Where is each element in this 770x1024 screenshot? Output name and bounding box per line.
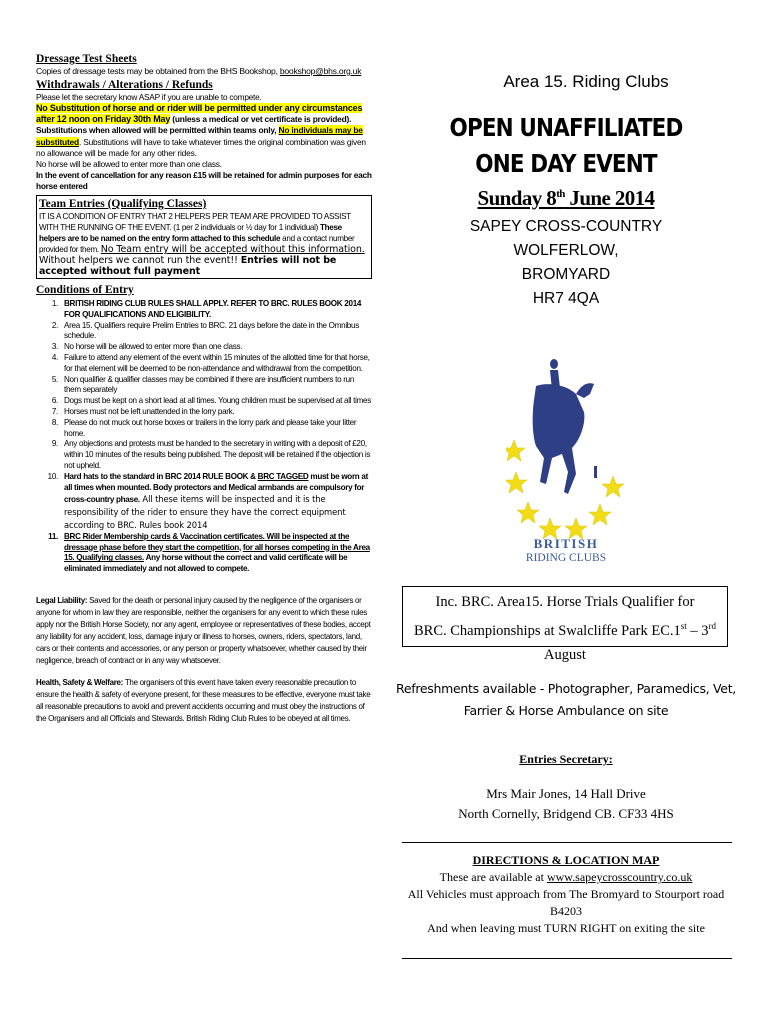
no-individuals-highlight: No individuals may be substituted [36, 125, 363, 147]
entries-secretary-address: Mrs Mair Jones, 14 Hall Drive North Cornelly, Bridgend CB. CF33 4HS [458, 786, 674, 821]
left-column [36, 52, 372, 725]
health-safety: Health, Safety & Welfare: The organisers of this event have taken every reasonable precaution to ensure the health & safety of everyone present, for these measures to be effective, everyone must take all reasonable precautions to avoid and prevent accidents occurring and must obey the instructions of the Organisers and all Officials and Stewards. British Riding Club Rules to be obeyed at all times. [36, 677, 371, 723]
conditions-list [36, 299, 372, 575]
right-column [396, 64, 736, 935]
no-horse-more-note: No horse will be allowed to enter more than one class. [36, 159, 222, 170]
team-text: IT IS A CONDITION OF ENTRY THAT 2 HELPERS PER TEAM ARE PROVIDED TO ASSIST WITH THE RUNNING OF THE EVENT. (1 per 2 individuals or ½ day for 1 individual) These helpers are to be named on the entry form attached to this schedule and a contact number provided for them. No Team entry will be accepted without this information. Without helpers we cannot run the event!! Entries will not be accepted without full payment [39, 212, 365, 278]
list-item: 2. Area 15. Qualifiers require Prelim Entries to BRC. 21 days before the date in the Omnibus schedule. [51, 320, 359, 341]
cancellation-note: In the event of cancellation for any reason £15 will be retained for admin purposes for each horse entered [36, 170, 372, 192]
logo-text-british: BRITISH [533, 536, 599, 551]
entries-secretary-heading: Entries Secretary: [519, 752, 613, 766]
directions-heading: DIRECTIONS & LOCATION MAP [472, 853, 660, 867]
dressage-heading: Dressage Test Sheets [36, 53, 137, 65]
list-item: 11. BRC Rider Membership cards & Vaccination certificates. Will be inspected at the dressage phase before they start the competition, for all horses competing in the Area 15. Qualifying classes. Any horse without the correct and valid certificate will be eliminated immediately and not allowed to compete. [48, 531, 370, 574]
directions-block: DIRECTIONS & LOCATION MAP These are available at www.sapeycrosscountry.co.uk All Vehicles must approach from The Bromyard to Stourport road B4203 And when leaving must TURN RIGHT on exiting the site [396, 852, 736, 937]
list-item: 7. Horses must not be left unattended in the lorry park. [51, 406, 235, 416]
team-entries-box [36, 195, 372, 279]
list-item: 10. Hard hats to the standard in BRC 2014 RULE BOOK & BRC TAGGED must be worn at all times when mounted. Body protectors and Medical armbands are compulsory for cross-country phase. All these items will be inspected and it is the responsibility of the rider to ensure they have the correct equipment according to BRC. Rules book 2014 [47, 471, 368, 530]
list-item: 9. Any objections and protests must be handed to the secretary in writing with a deposit of £20, within 10 minutes of the results being published. The deposit will be retained if the objection is not upheld. [51, 439, 371, 470]
conditions-heading: Conditions of Entry [36, 284, 134, 297]
area-title: Area 15. Riding Clubs [503, 72, 669, 91]
dressage-text: Copies of dressage tests may be obtained from the BHS Bookshop, bookshop@bhs.org.uk [36, 66, 362, 76]
withdrawals-heading: Withdrawals / Alterations / Refunds [36, 79, 213, 91]
event-title-line1: OPEN UNAFFILIATED [449, 113, 683, 142]
withdrawals-note: Please let the secretary know ASAP if you are unable to compete. [36, 92, 262, 102]
refreshments-note: Refreshments available - Photographer, Paramedics, Vet, Farrier & Horse Ambulance on site [396, 681, 736, 718]
legal-liability: Legal Liability: Saved for the death or personal injury caused by the negligence of the organisers or anyone for whom in law they are responsible, neither the organisers for any event to which these rules apply nor the British Horse Society, nor any agent, employee or representatives of these bodies, accept any liability for any accident, loss, damage injury or illness to horses, owners, riders, spectators, land, cars or their contents and accessories, or any person or property whatsoever, whether caused by their negligence, breach of contract or in any way whatsoever. [36, 595, 371, 665]
list-item: 3. No horse will be allowed to enter more than one class. [51, 342, 243, 352]
list-item: 1. BRITISH RIDING CLUB RULES SHALL APPLY. REFER TO BRC. RULES BOOK 2014 FOR QUALIFICATIONS AND ELIGIBILITY. [51, 299, 362, 319]
team-heading: Team Entries (Qualifying Classes) [39, 198, 207, 211]
list-item: 8. Please do not muck out horse boxes or trailers in the lorry park and please take your litter home. [51, 417, 357, 438]
list-item: 4. Failure to attend any element of the event within 15 minutes of the allotted time for that horse, for that element will be deemed to be non-attendance and withdrawal from the competition. [51, 353, 370, 373]
divider [402, 842, 732, 843]
qualifier-box: Inc. BRC. Area15. Horse Trials Qualifier for BRC. Championships at Swalcliffe Park EC.1st – 3rd August [402, 586, 728, 647]
british-riding-clubs-logo [506, 354, 626, 564]
event-date: Sunday 8th June 2014 [477, 186, 655, 210]
logo-text-riding-clubs: RIDING CLUBS [525, 552, 607, 564]
venue-address: SAPEY CROSS-COUNTRY WOLFERLOW, BROMYARD HR7 4QA [469, 218, 663, 307]
list-item: 6. Dogs must be kept on a short lead at all times. Young children must be supervised at all times [51, 396, 371, 406]
event-title-line2: ONE DAY EVENT [475, 149, 657, 178]
horse-rider-emblem [506, 354, 626, 544]
website-link[interactable]: www.sapeycrosscountry.co.uk [546, 870, 693, 884]
substitution-block: No Substitution of horse and or rider will be permitted under any circumstances after 12 noon on Friday 30th May (unless a medical or vet certificate is provided). Substitutions when allowed will be permitted within teams only, No individuals may be substituted. Substitutions will have to take whatever times the original combination was given no allowance will be made for any other rides. [36, 103, 366, 158]
bookshop-email-link[interactable]: bookshop@bhs.org.uk [279, 66, 362, 76]
list-item: 5. Non qualifier & qualifier classes may be combined if there are insufficient numbers to run them separately [51, 374, 355, 395]
no-substitution-highlight: No Substitution of horse and or rider will be permitted under any circumstances after 12 noon on Friday 30th May [36, 103, 363, 125]
divider [402, 958, 732, 959]
